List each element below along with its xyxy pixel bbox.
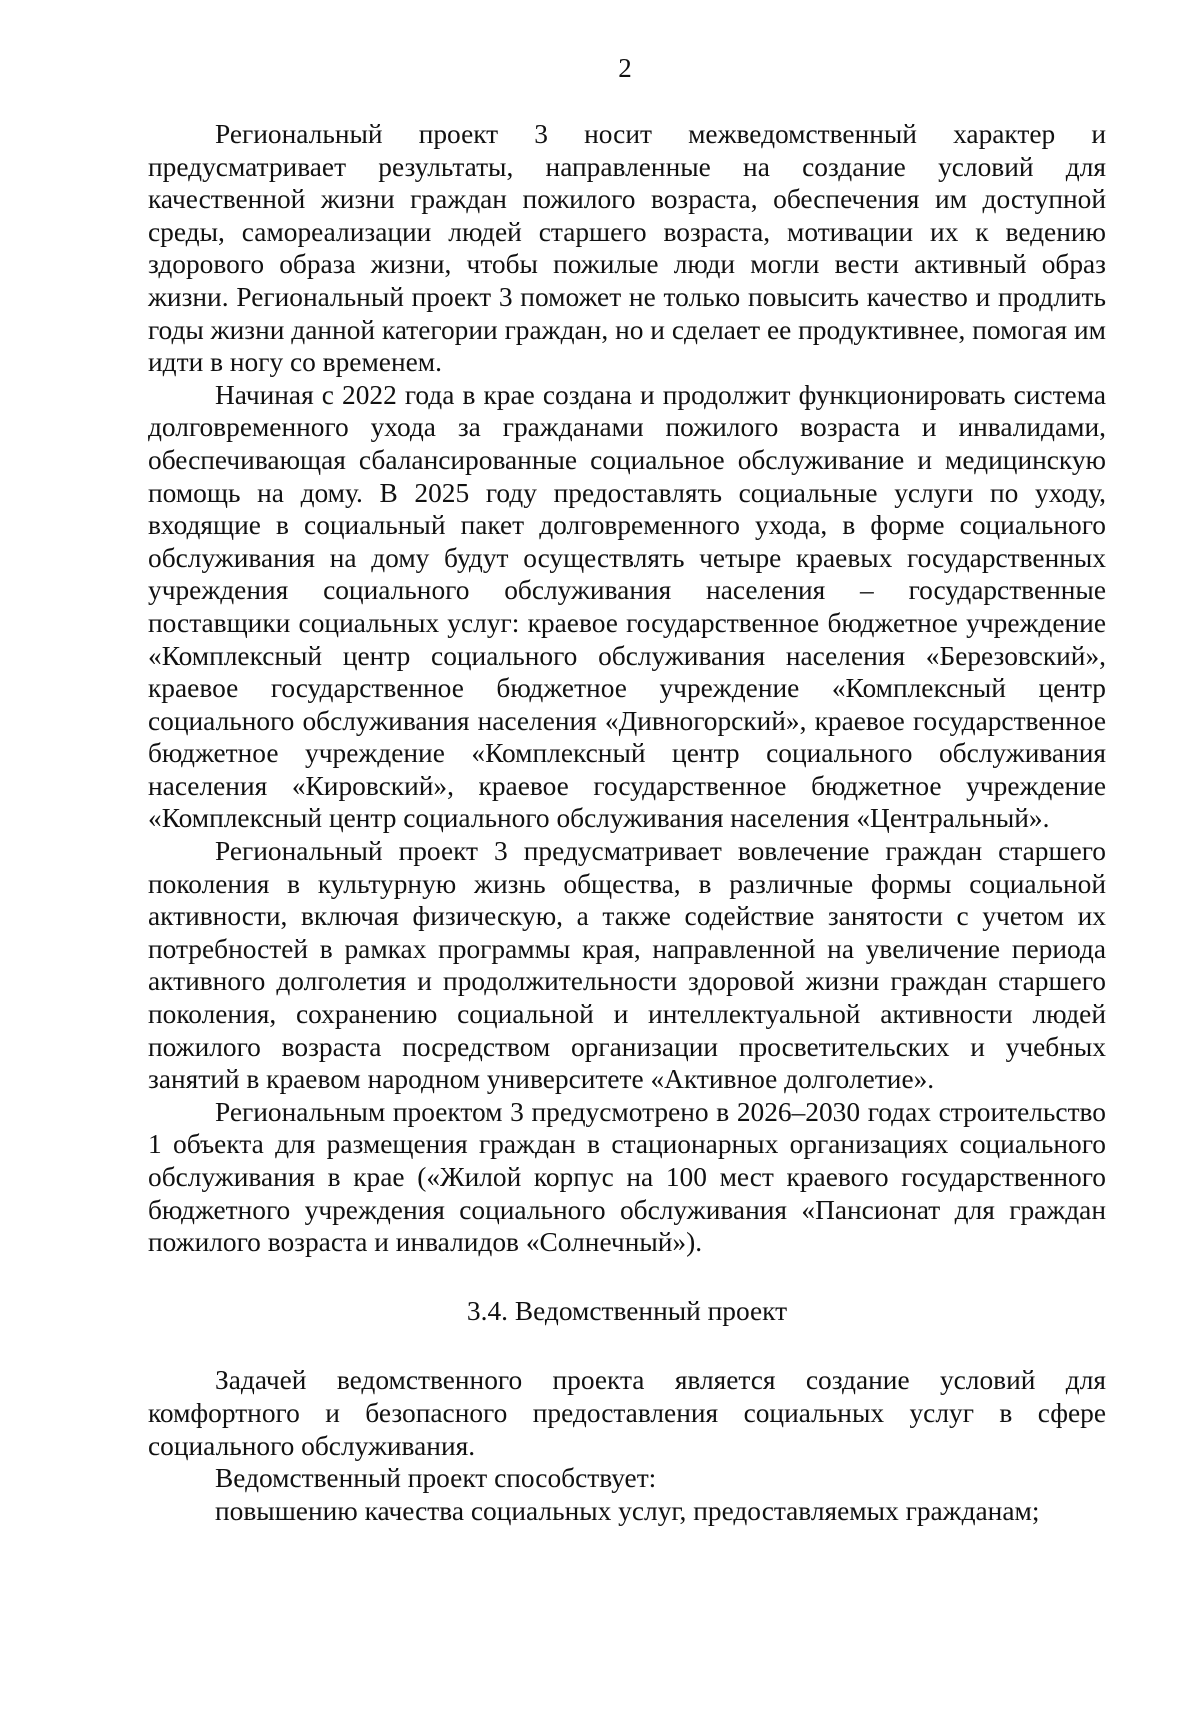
- paragraph-long-term-care-system: Начиная с 2022 года в крае создана и продолжит функционировать система долговременного ухода за гражданами пожилого возраста и инвалидами, обеспечивающая сбалансированные социальное обслуживание и медицинскую помощь на дому. В 2025 году предоставлять социальные услуги по уходу, входящие в социальный пакет долговременного ухода, в форме социального обслуживания на дому будут осуществлять четыре краевых государственных учреждения социального обслуживания населения – государственные поставщики социальных услуг: краевое государственное бюджетное учреждение «Комплексный центр социального обслуживания населения «Березовский», краевое государственное бюджетное учреждение «Комплексный центр социального обслуживания населения «Дивногорский», краевое государственное бюджетное учреждение «Комплексный центр социального обслуживания населения «Кировский», краевое государственное бюджетное учреждение «Комплексный центр социального обслуживания населения «Центральный».: [148, 379, 1106, 834]
- section-heading: 3.4. Ведомственный проект: [466, 1295, 788, 1326]
- page-number: 2: [618, 53, 632, 83]
- document-body: [148, 118, 1106, 1527]
- paragraph-quality-improvement: повышению качества социальных услуг, предоставляемых гражданам;: [215, 1495, 1040, 1526]
- paragraph-departmental-project-goal: Задачей ведомственного проекта является создание условий для комфортного и безопасного предоставления социальных услуг в сфере социального обслуживания.: [148, 1365, 1106, 1461]
- paragraph-regional-project-3-intro: Региональный проект 3 носит межведомственный характер и предусматривает результаты, направленные на создание условий для качественной жизни граждан пожилого возраста, обеспечения им доступной среды, самореализации людей старшего возраста, мотивации их к ведению здорового образа жизни, чтобы пожилые люди могли вести активный образ жизни. Региональный проект 3 поможет не только повысить качество и продлить годы жизни данной категории граждан, но и сделает ее продуктивнее, помогая им идти в ногу со временем.: [148, 119, 1106, 378]
- paragraph-departmental-project-contributes: Ведомственный проект способствует:: [215, 1463, 657, 1494]
- paragraph-construction-plan: Региональным проектом 3 предусмотрено в 2026–2030 годах строительство 1 объекта для размещения граждан в стационарных организациях социального обслуживания в крае («Жилой корпус на 100 мест краевого государственного бюджетного учреждения социального обслуживания «Пансионат для граждан пожилого возраста и инвалидов «Солнечный»).: [148, 1096, 1106, 1258]
- paragraph-active-longevity: Региональный проект 3 предусматривает вовлечение граждан старшего поколения в культурную жизнь общества, в различные формы социальной активности, включая физическую, а также содействие занятости с учетом их потребностей в рамках программы края, направленной на увеличение периода активного долголетия и продолжительности здоровой жизни граждан старшего поколения, сохранению социальной и интеллектуальной активности людей пожилого возраста посредством организации просветительских и учебных занятий в краевом народном университете «Активное долголетие».: [148, 836, 1106, 1095]
